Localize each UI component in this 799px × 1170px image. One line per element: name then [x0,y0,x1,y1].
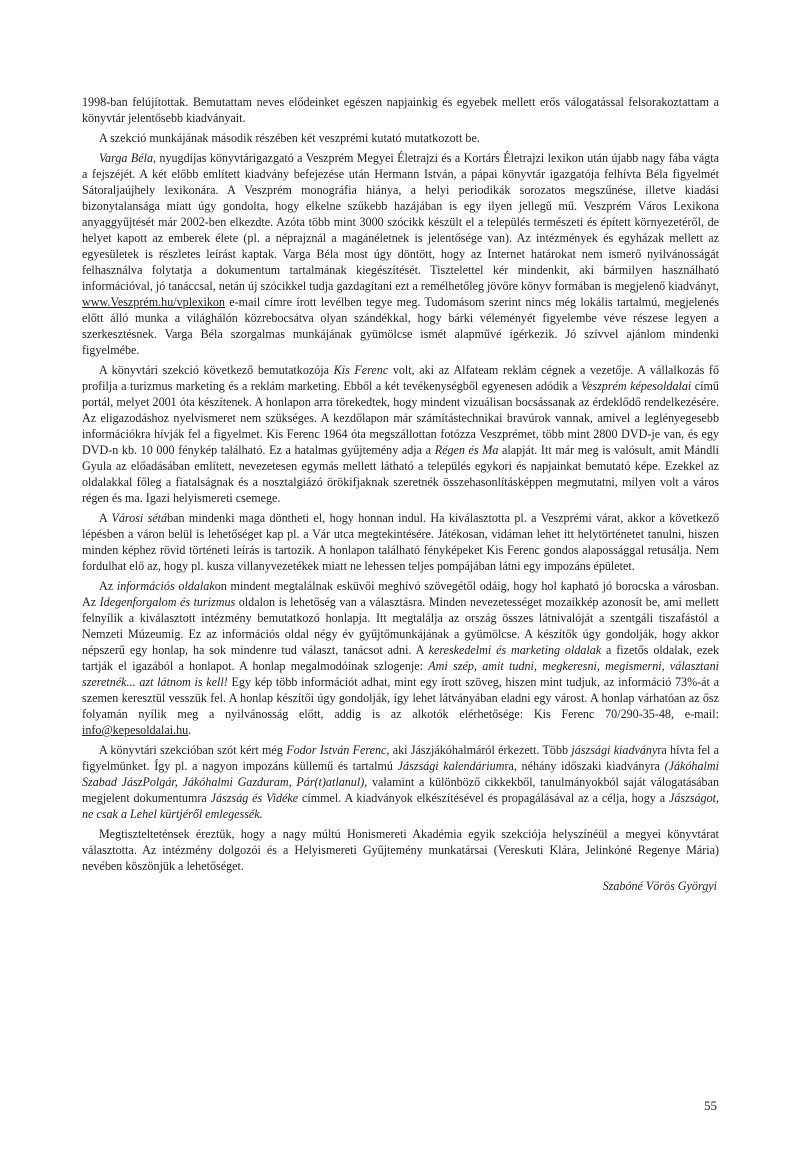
paragraph-text: Megtisztelteténsek éreztük, hogy a nagy múltú Honismereti Akadémia egyik szekciója helyszínéül a megyei könyvtárat választotta. Az intézmény dolgozói és a Helyismereti Gyűjtemény munkatársai (Vereskuti Klára, Jelinkóné Regenye Mária) nevében köszönjük a lehetőséget. [82,827,719,873]
paragraph-6 [82,578,719,738]
person-name: Fodor István Ferenc [286,743,387,757]
lexikon-link[interactable]: www.Veszprém.hu/vplexikon [82,295,225,309]
paragraph-8 [82,826,719,874]
paragraph-text: című portál, melyet 2001 óta készítenek. A honlapon arra törekedtek, hogy mindent vizuálisan bocsássanak az érdeklődő rendelkezésére. Az eligazodáshoz nyelvismeret nem szükséges. A kezdőlapon már számítástechnikai bravúrok vannak, amivel a leglényegesebb információkra hívják fel a figyelmet. Kis Ferenc 1964 óta megszállottan fotózza Veszprémet, több mint 2800 DVD-je van, és egy DVD-n kb. 10 000 fénykép található. Ez a hatalmas gyűjtemény adja a [82,379,719,457]
paragraph-text: A könyvtári szekció következő bemutatkozója [99,363,334,377]
publication-title: Jászsági kalendárium [397,759,505,773]
publication-title: Jászság és Vidéke [210,791,299,805]
quote-text: Jászságot, ne csak a Lehel kürtjéről emlegessék. [82,791,720,821]
paragraph-text: A szekció munkájának második részében két veszprémi kutató mutatkozott be. [99,131,480,145]
article-body [82,94,719,894]
paragraph-text: . [188,723,192,737]
page-number: 55 [704,1098,717,1113]
portal-title: Veszprém képesoldalai [580,379,692,393]
section-title: Régen és Ma [434,443,499,457]
email-link[interactable]: info@kepesoldalai.hu [82,723,189,737]
paragraph-text: alapját. Itt már meg is valósult, amit Mándli Gyula az előadásában említett, nevezetesen egymás mellett látható a település egykori és napjainkat bemutató képe. Ezekkel az oldalakkal főleg a fiatalságnak és a nosztalgiázó örökifjaknak szeretnék összehasonlításképpen megmutatni, milyen volt a város régen és ma. Igazi helyismereti csemege. [82,443,719,505]
paragraph-text: on mindent megtalálnak esküvői meghívó szövegétől odáig, hogy hol kapható jó borocska a városban. Az [82,579,719,609]
paragraph-5 [82,510,719,574]
person-name: Kis Ferenc [333,363,389,377]
paragraph-4 [82,362,719,506]
paragraph-text: A könyvtári szekcióban szót kért még [99,743,287,757]
paragraph-text: 1998-ban felújítottak. Bemutattam neves elődeinket egészen napjainkig és egyebek mellett erős válogatással felsorakoztattam a könyvtár jelentősebb kiadványait. [82,95,719,125]
section-title: információs oldalak [116,579,215,593]
paragraph-text: , nyugdíjas könyvtárigazgató a Veszprém Megyei Életrajzi és a Kortárs Életrajzi lexikon után újabb nagy fába vágta a fejszéjét. A két előbb említett kiadvány befejezése után Hermann István, a pápai könyvtár igazgatója felhívta Béla figyelmét Sátoraljaújhely lexikonára. A Veszprém monográfia hiánya, a helyi periodikák sorozatos megszűnése, illetve kiadási bizonytalansága miatt úgy gondolta, hogy elkelne szűkebb hazájában is egy ilyen jellegű mű. Veszprém Város Lexikona anyaggyűjtését már 2002-ben elkezdte. Azóta több mint 3000 szócikk készült el a település természeti és épített környezetéről, de helyet kapott az emberek élete (pl. a néprajznál a magánéletnek is jelentősége van). Az intézmények és egyházak mellett az egyesületek is részletes leírást kaptak. Varga Béla most úgy döntött, hogy az Internet határokat nem ismerő nyilvánosságát felhasználva folytatja a dokumentum tartalmának kiegészítését. Tisztelettel kér mindenkit, aki bármilyen használható információval, jó tanáccsal, netán új szócikkel tudja gazdagítani ezt a remélhetőleg jövőre könyv formában is megjelenő kiadványt, [82,151,719,293]
author-signature: Szabóné Vörös Györgyi [602,879,717,893]
paragraph-text: ban mindenki maga döntheti el, hogy honnan indul. Ha kiválasztotta pl. a Veszprémi várat, akkor a következő lépésben a váron belül is lehetőséget kap pl. a Vár utca megtekintésére. Játékosan, vidáman lehet itt helytörténetet tanulni, hiszen minden képhez rövid történeti leírás is tartozik. A honlapon található fényképeket Kis Ferenc gondos alapossággal retusálja. Nem fordulhat elő az, hogy pl. kusza villanyvezetékek miatt ne lehessen teljes pompájában látni egy impozáns épületet. [82,511,719,573]
paragraph-text: , valamint a különböző cikkekből, tanulmányokból saját válogatásában megjelent dokumentumra [82,775,719,805]
section-title: Idegenforgalom és turizmus [99,595,236,609]
slogan: Ami szép, amit tudni, megkeresni, megismerni, választani szeretnék... azt látnom is kell! [82,659,719,689]
paragraph-7 [82,742,719,822]
paragraph-text: , aki Jászjákóhalmáról érkezett. Több [386,743,572,757]
section-title: Városi sétá [111,511,168,525]
paragraph-text: oldalon is lehetőség van a választásra. Minden nevezetességet mozaikkép azonosít be, ami mellett felnyílik a kiválasztott intézmény bemutatkozó honlapja. Itt megtalálja az ország összes látnivalóját a szentgáli tiszafástól a Nemzeti Múzeumig. Ez az információs oldal négy év gyűjtőmunkájának a gyümölcse. A készítők úgy gondolják, hogy akkor népszerű egy honlap, ha sok mindenre tud választ, tanácsot adni. A [82,595,720,657]
paragraph-text: Az [99,579,117,593]
paragraph-3 [82,150,719,358]
publication-title: jászsági kiadvány [571,743,658,757]
person-name: Varga Béla [99,151,153,165]
paragraph-text: Egy kép több információt adhat, mint egy írott szöveg, hiszen mint tudjuk, az információ 73%-át a szemen keresztül vesszük fel. A honlap készítői úgy gondolják, így lehet látványában eladni egy várost. A honlap várhatóan az ősz folyamán nyílik meg a nyilvánosság előtt, addig is az alkotók elérhetősége: Kis Ferenc 70/290-35-48, e-mail: [82,675,719,721]
paragraph-text: volt, aki az Alfateam reklám cégnek a vezetője. A vállalkozás fő profilja a turizmus marketing és a reklám marketing. Ebből a két tevékenységből egyenesen adódik a [82,363,720,393]
paragraph-text: e-mail címre írott levélben tegye meg. Tudomásom szerint nincs még lokális tartalmú, megjelenés előtt álló munka a világhálón közrebocsátva olyan szándékkal, hogy bárki véleményét figyelembe véve részese legyen a szerkesztésnek. Varga Béla szorgalmas munkájának gyümölcse ismét alapművé ígérkezik. Jó szívvel ajánlom mindenki figyelmébe. [82,295,719,357]
paragraph-text: A [99,511,112,525]
paragraph-text: címmel. A kiadványok elkészítésével és propagálásával az a célja, hogy a [298,791,669,805]
publication-title: (Jákóhalmi Szabad JászPolgár, Jákóhalmi Gazduram, Pár(t)atlanul) [82,759,719,789]
paragraph-1 [82,94,719,126]
paragraph-2 [82,130,719,146]
paragraph-text: ra, néhány időszaki kiadványra [504,759,665,773]
paragraph-text: ra hívta fel a figyelmünket. Így pl. a nagyon impozáns küllemű és tartalmú [82,743,720,773]
section-title: kereskedelmi és marketing oldalak [428,643,602,657]
paragraph-text: a fizetős oldalak, ezek tartják el igazából a honlapot. A honlap megalmodóinak szlogenje: [82,643,719,673]
